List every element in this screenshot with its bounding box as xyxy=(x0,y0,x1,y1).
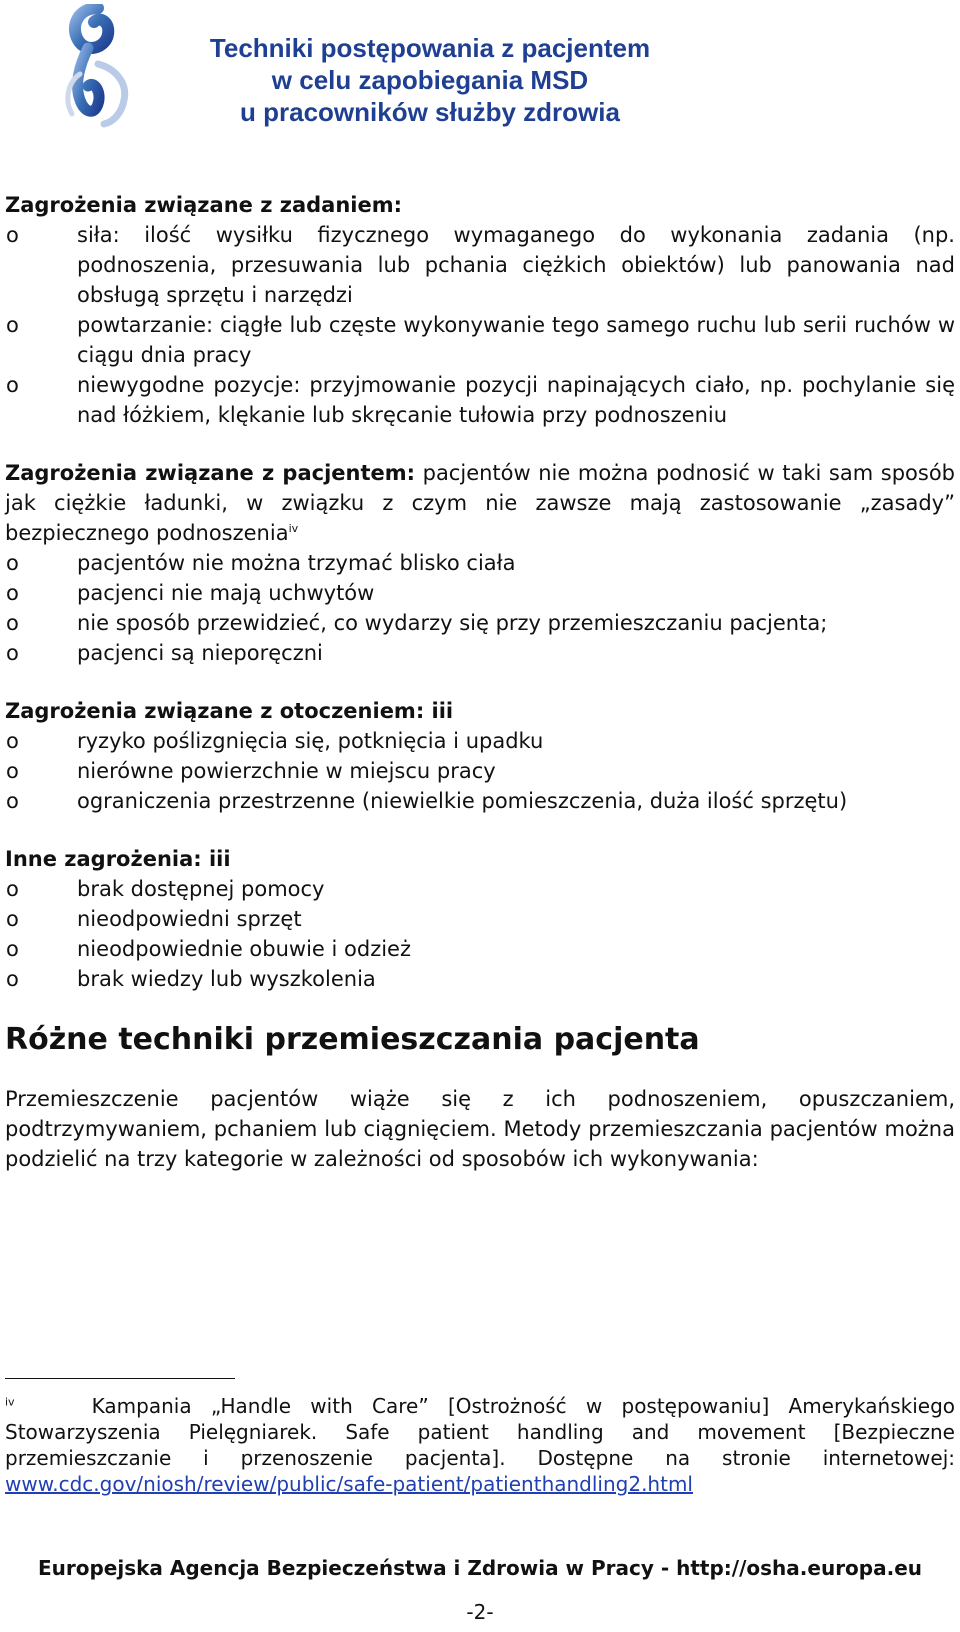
list-item-text: brak wiedzy lub wyszkolenia xyxy=(77,967,376,991)
bullet-icon: o xyxy=(6,641,19,665)
list-item-text: siła: ilość wysiłku fizycznego wymaganego do wykonania zadania (np. podnoszenia, przesuwania lub pchania ciężkich obiektów) lub panowania nad obsługą sprzętu i narzędzi xyxy=(77,223,955,307)
list-item xyxy=(5,934,955,964)
list-item xyxy=(5,310,955,370)
bullet-list xyxy=(5,726,955,816)
list-item-text: pacjenci nie mają uchwytów xyxy=(77,581,375,605)
section-title: Zagrożenia związane z pacjentem: xyxy=(5,461,416,485)
list-item xyxy=(5,726,955,756)
header-title xyxy=(150,32,710,128)
footnote-marker: iv xyxy=(5,1395,15,1409)
bullet-icon: o xyxy=(6,373,19,397)
list-item xyxy=(5,874,955,904)
bullet-icon: o xyxy=(6,937,19,961)
section-environment-hazards xyxy=(5,696,955,816)
list-item xyxy=(5,548,955,578)
bullet-icon: o xyxy=(6,907,19,931)
list-item-text: ograniczenia przestrzenne (niewielkie pomieszczenia, duża ilość sprzętu) xyxy=(77,789,848,813)
footnote xyxy=(5,1393,955,1497)
section-task-hazards xyxy=(5,190,955,430)
bullet-icon: o xyxy=(6,223,19,247)
page-footer: Europejska Agencja Bezpieczeństwa i Zdrowia w Pracy - http://osha.europa.eu xyxy=(37,1556,923,1580)
footnote-divider xyxy=(5,1378,235,1379)
section-title: Zagrożenia związane z otoczeniem: iii xyxy=(5,699,454,723)
section-other-hazards xyxy=(5,844,955,994)
bullet-icon: o xyxy=(6,877,19,901)
bullet-icon: o xyxy=(6,729,19,753)
header-title-line: u pracowników służby zdrowia xyxy=(240,97,620,127)
list-item xyxy=(5,608,955,638)
list-item-text: nierówne powierzchnie w miejscu pracy xyxy=(77,759,496,783)
list-item-text: nieodpowiednie obuwie i odzież xyxy=(77,937,412,961)
list-item xyxy=(5,756,955,786)
section-intro-text: pacjentów nie można podnosić w taki sam sposób jak ciężkie ładunki, w związku z czym nie zawsze mają zastosowanie „zasady” bezpiecznego podnoszenia xyxy=(5,461,955,545)
page-number: -2- xyxy=(466,1600,494,1624)
bullet-icon: o xyxy=(6,789,19,813)
list-item-text: niewygodne pozycje: przyjmowanie pozycji napinających ciało, np. pochylanie się nad łóżkiem, klękanie lub skręcanie tułowia przy podnoszeniu xyxy=(77,373,955,427)
footnote-text: Kampania „Handle with Care” [Ostrożność w postępowaniu] Amerykańskiego Stowarzyszenia Pielęgniarek. Safe patient handling and movement [Bezpieczne przemieszczanie i przenoszenie pacjenta]. Dostępne na stronie internetowej: xyxy=(5,1394,955,1470)
bullet-icon: o xyxy=(6,581,19,605)
bullet-icon: o xyxy=(6,967,19,991)
list-item xyxy=(5,220,955,310)
list-item-text: pacjentów nie można trzymać blisko ciała xyxy=(77,551,516,575)
list-item-text: nie sposób przewidzieć, co wydarzy się przy przemieszczaniu pacjenta; xyxy=(77,611,828,635)
header-title-line: w celu zapobiegania MSD xyxy=(271,65,589,95)
bullet-icon: o xyxy=(6,313,19,337)
section-intro xyxy=(5,458,955,548)
body-paragraph: Przemieszczenie pacjentów wiąże się z ich podnoszeniem, opuszczaniem, podtrzymywaniem, pchaniem lub ciągnięciem. Metody przemieszczania pacjentów można podzielić na trzy kategorie w zależności od sposobów ich wykonywania: xyxy=(5,1087,955,1171)
bullet-icon: o xyxy=(6,759,19,783)
list-item-text: brak dostępnej pomocy xyxy=(77,877,325,901)
bullet-list xyxy=(5,548,955,668)
bullet-list xyxy=(5,874,955,994)
list-item-text: powtarzanie: ciągłe lub częste wykonywanie tego samego ruchu lub serii ruchów w ciągu dnia pracy xyxy=(77,313,955,367)
footnote-link[interactable]: www.cdc.gov/niosh/review/public/safe-patient/patienthandling2.html xyxy=(5,1472,693,1496)
list-item-text: nieodpowiedni sprzęt xyxy=(77,907,302,931)
bullet-icon: o xyxy=(6,611,19,635)
section-title: Zagrożenia związane z zadaniem: xyxy=(5,193,403,217)
header-title-line: Techniki postępowania z pacjentem xyxy=(209,33,651,63)
list-item xyxy=(5,638,955,668)
section-title: Inne zagrożenia: iii xyxy=(5,847,231,871)
agency-logo xyxy=(58,4,142,130)
footnote-ref: iv xyxy=(288,522,299,535)
list-item xyxy=(5,964,955,994)
section-patient-hazards xyxy=(5,458,955,668)
list-item-text: pacjenci są nieporęczni xyxy=(77,641,323,665)
document-body xyxy=(5,190,955,1174)
list-item xyxy=(5,904,955,934)
bullet-list xyxy=(5,220,955,430)
list-item-text: ryzyko poślizgnięcia się, potknięcia i upadku xyxy=(77,729,544,753)
list-item xyxy=(5,786,955,816)
bullet-icon: o xyxy=(6,551,19,575)
list-item xyxy=(5,578,955,608)
section-heading: Różne techniki przemieszczania pacjenta xyxy=(5,1022,700,1057)
list-item xyxy=(5,370,955,430)
